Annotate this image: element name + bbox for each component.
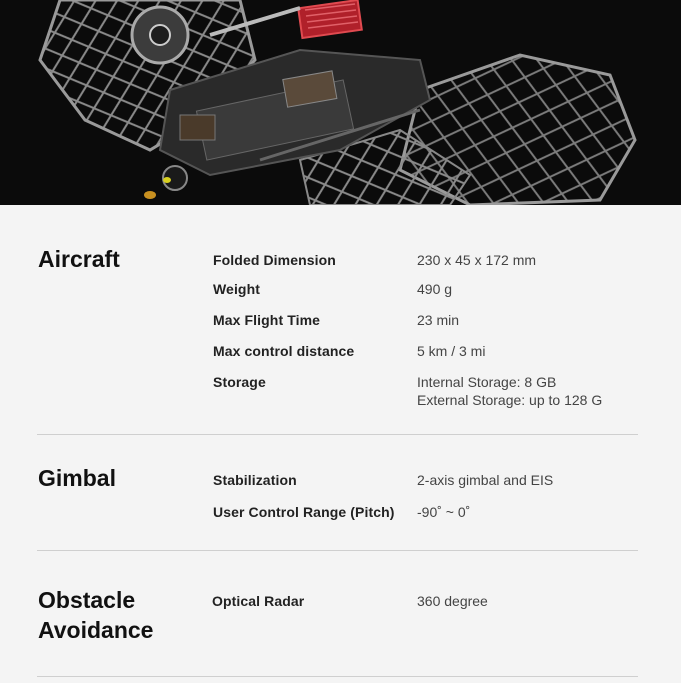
- section-title-obstacle-avoidance: Obstacle Avoidance: [38, 587, 154, 643]
- section-divider: [37, 676, 638, 677]
- spec-value: 490 g: [417, 281, 453, 297]
- spec-value: -90˚ ~ 0˚: [417, 504, 471, 520]
- spec-value: 230 x 45 x 172 mm: [417, 252, 537, 268]
- spec-value: 23 min: [417, 312, 460, 328]
- spec-label: Max Flight Time: [213, 312, 321, 328]
- spec-label: Weight: [213, 281, 261, 297]
- spec-label: Folded Dimension: [213, 252, 336, 268]
- spec-label: Stabilization: [213, 472, 297, 488]
- spec-value: 5 km / 3 mi: [417, 343, 486, 359]
- spec-label: Max control distance: [213, 343, 355, 359]
- spec-value: 2-axis gimbal and EIS: [417, 472, 554, 488]
- section-divider: [37, 550, 638, 551]
- drone-illustration: [0, 0, 681, 205]
- section-title-aircraft: Aircraft: [38, 246, 120, 272]
- section-title-gimbal: Gimbal: [38, 465, 116, 491]
- spec-value: 360 degree: [417, 593, 488, 609]
- spec-value: Internal Storage: 8 GB External Storage: up to 128 G: [417, 374, 603, 408]
- spec-label: Optical Radar: [212, 593, 305, 609]
- hero-drone-image: [0, 0, 681, 205]
- spec-label: Storage: [213, 374, 266, 390]
- spec-label: User Control Range (Pitch): [213, 504, 395, 520]
- section-divider: [37, 434, 638, 435]
